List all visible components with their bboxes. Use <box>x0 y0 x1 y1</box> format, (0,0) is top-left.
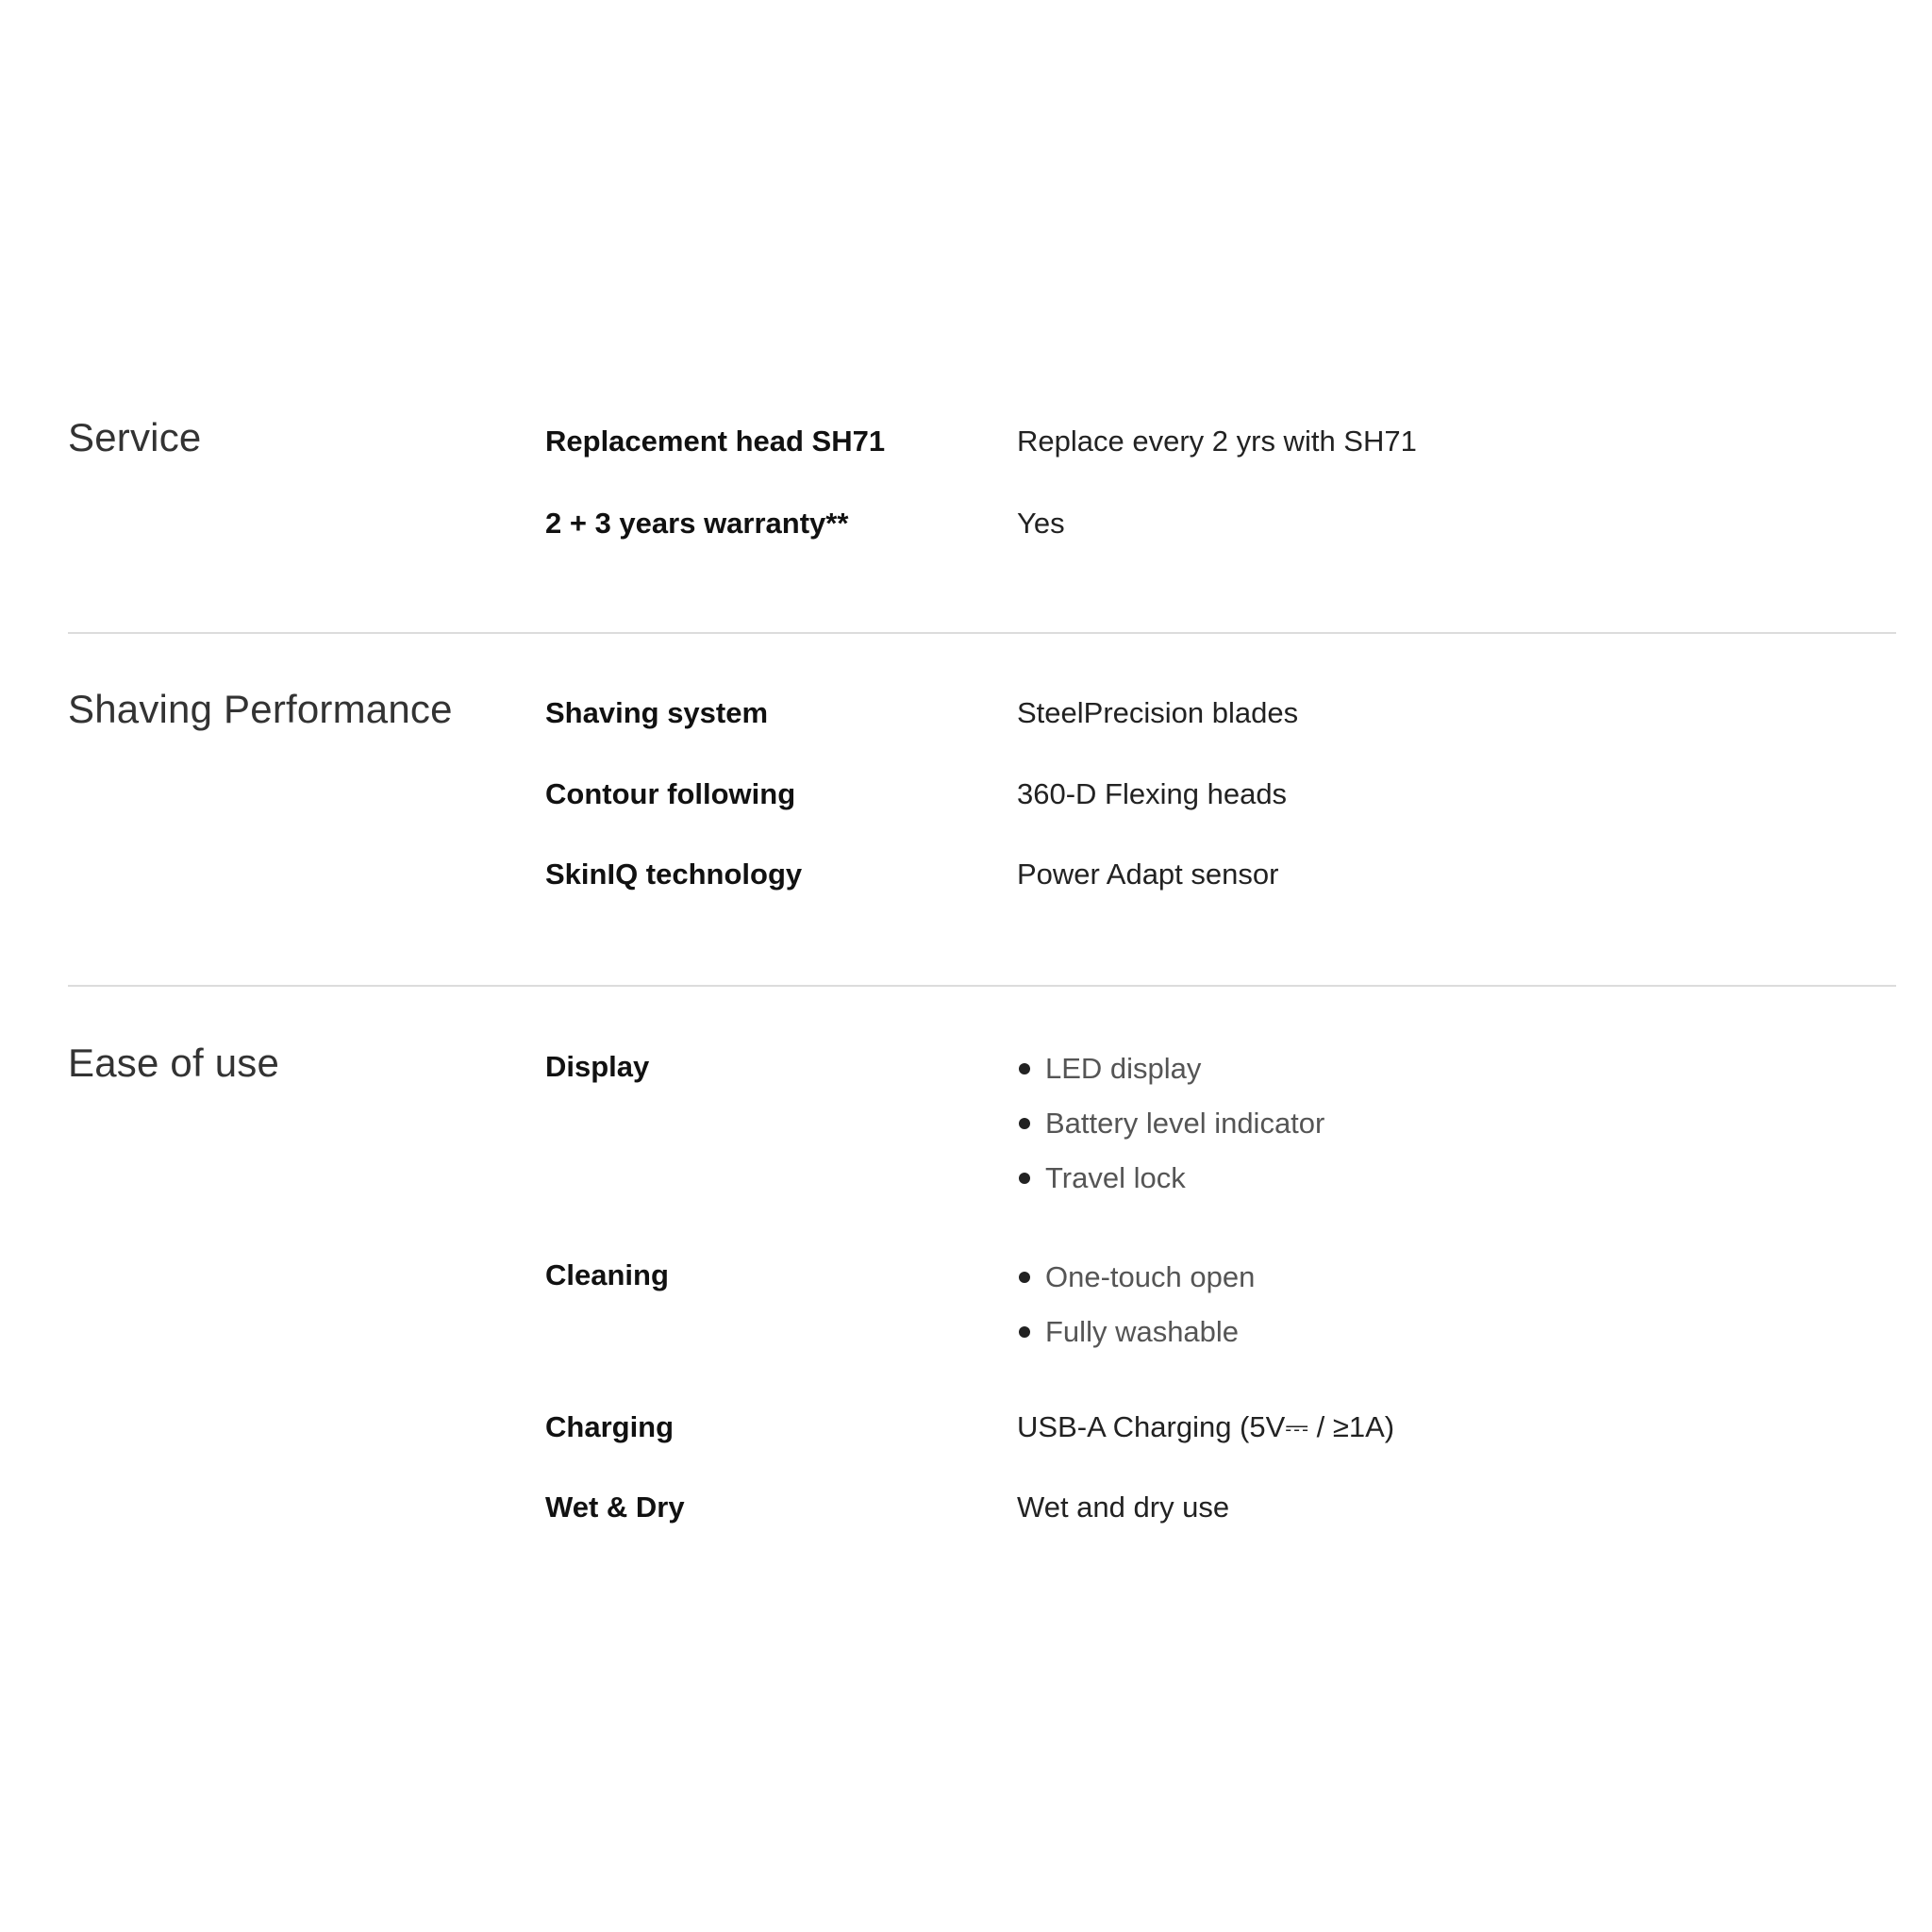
bullet-icon <box>1019 1063 1030 1074</box>
spec-value: Replace every 2 yrs with SH71 <box>1017 425 1417 458</box>
section-divider <box>68 632 1896 634</box>
spec-label: Cleaning <box>545 1258 669 1291</box>
bullet-icon <box>1019 1272 1030 1283</box>
list-item <box>1017 1050 1324 1105</box>
section-title: Service <box>68 415 202 459</box>
spec-value: USB-A Charging (5V⎓ / ≥1A) <box>1017 1410 1395 1443</box>
spec-label: SkinIQ technology <box>545 858 803 891</box>
spec-value: Power Adapt sensor <box>1017 858 1279 891</box>
bullet-icon <box>1019 1173 1030 1184</box>
spec-label: Charging <box>545 1410 675 1443</box>
spec-label: Contour following <box>545 777 796 810</box>
spec-value: Wet and dry use <box>1017 1491 1230 1524</box>
list-item-text: One-touch open <box>1045 1260 1256 1293</box>
spec-value: 360-D Flexing heads <box>1017 777 1288 810</box>
section-title: Ease of use <box>68 1041 280 1085</box>
bullet-icon <box>1019 1326 1030 1338</box>
bullet-list <box>1017 1050 1324 1214</box>
list-item <box>1017 1105 1324 1159</box>
spec-label: Shaving system <box>545 696 769 729</box>
spec-value: Yes <box>1017 507 1065 540</box>
spec-label: Display <box>545 1050 650 1083</box>
list-item-text: Travel lock <box>1045 1161 1186 1194</box>
spec-value: SteelPrecision blades <box>1017 696 1299 729</box>
list-item <box>1017 1159 1324 1214</box>
list-item-text: Battery level indicator <box>1045 1107 1325 1140</box>
bullet-list <box>1017 1258 1255 1368</box>
list-item <box>1017 1258 1255 1313</box>
list-item-text: Fully washable <box>1045 1315 1240 1348</box>
list-item <box>1017 1313 1255 1368</box>
list-item-text: LED display <box>1045 1052 1202 1085</box>
spec-label: Replacement head SH71 <box>545 425 886 458</box>
bullet-icon <box>1019 1118 1030 1129</box>
spec-label: 2 + 3 years warranty** <box>545 507 849 540</box>
spec-label: Wet & Dry <box>545 1491 685 1524</box>
section-title: Shaving Performance <box>68 687 453 731</box>
section-divider <box>68 985 1896 987</box>
